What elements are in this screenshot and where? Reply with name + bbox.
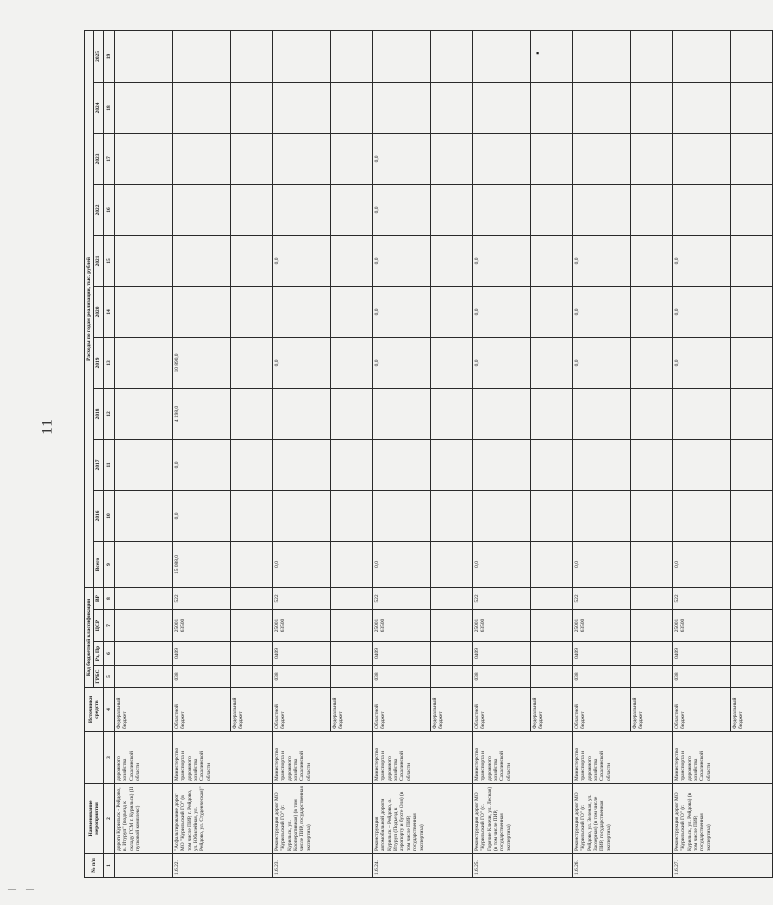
csr-code: 25001 63500 — [372, 610, 430, 642]
year-value: 0,0 — [372, 133, 430, 184]
executor: Министерство транспорта и дорожного хозяйства Сахалинской области — [472, 732, 572, 784]
year-value — [730, 286, 772, 337]
year-value: 0,0 — [372, 184, 430, 235]
year-value — [430, 337, 472, 388]
row-number: 1.6.26. — [572, 854, 672, 878]
vr-code — [114, 587, 172, 609]
year-value: 0,0 — [272, 337, 330, 388]
grbs-code: 038 — [572, 666, 630, 688]
vr-code: 522 — [572, 587, 630, 609]
year-value — [272, 82, 330, 133]
grbs-code — [114, 666, 172, 688]
header-year: 2020 — [94, 286, 103, 337]
header-total: Всего — [94, 541, 103, 587]
rzpr-code: 0409 — [172, 642, 230, 666]
year-value — [372, 30, 430, 82]
year-value — [630, 30, 672, 82]
year-value — [272, 286, 330, 337]
column-number: 5 — [103, 666, 114, 688]
year-value — [372, 490, 430, 541]
rzpr-code: 0409 — [572, 642, 630, 666]
funding-source: Федеральный бюджет — [114, 688, 172, 732]
executor: Министерство транспорта и дорожного хозяйства Сахалинской области — [172, 732, 272, 784]
rzpr-code — [430, 642, 472, 666]
column-number: 9 — [103, 541, 114, 587]
year-value: 0,0 — [472, 286, 530, 337]
row-number: 1.6.24. — [372, 854, 472, 878]
year-value — [372, 388, 430, 439]
column-number: 15 — [103, 235, 114, 286]
column-number: 1 — [103, 854, 114, 878]
grbs-code: 038 — [172, 666, 230, 688]
year-value — [114, 184, 172, 235]
total-value — [230, 541, 272, 587]
total-value: 0,0 — [272, 541, 330, 587]
year-value — [172, 235, 230, 286]
header-year: 2022 — [94, 184, 103, 235]
column-number: 7 — [103, 610, 114, 642]
year-value — [330, 337, 372, 388]
year-value — [114, 133, 172, 184]
year-value — [430, 184, 472, 235]
header-executor — [85, 732, 104, 784]
header-vr: ВР — [94, 587, 103, 609]
csr-code — [230, 610, 272, 642]
funding-source: Федеральный бюджет — [630, 688, 672, 732]
rzpr-code: 0409 — [472, 642, 530, 666]
funding-source: Федеральный бюджет — [730, 688, 772, 732]
year-value — [630, 235, 672, 286]
year-value — [230, 30, 272, 82]
year-value — [230, 184, 272, 235]
activity-name: дороги Курильск - Рейдово, в. Итуруп" (подъезд к складу ГСМ г. Курильск) (II пусковой комплекс) — [114, 784, 172, 854]
row-number: 1.6.22. — [172, 854, 272, 878]
year-value — [572, 133, 630, 184]
grbs-code: 038 — [272, 666, 330, 688]
year-value — [530, 184, 572, 235]
year-value: 10 890,0 — [172, 337, 230, 388]
year-value — [230, 490, 272, 541]
grbs-code — [430, 666, 472, 688]
csr-code — [114, 610, 172, 642]
year-value — [572, 82, 630, 133]
funding-source: Федеральный бюджет — [430, 688, 472, 732]
year-value — [430, 286, 472, 337]
header-year: 2021 — [94, 235, 103, 286]
csr-code — [330, 610, 372, 642]
year-value — [230, 133, 272, 184]
funding-source: Областной бюджет — [672, 688, 730, 732]
year-value — [530, 82, 572, 133]
table-row — [672, 30, 730, 877]
csr-code — [630, 610, 672, 642]
rzpr-code: 0409 — [672, 642, 730, 666]
year-value — [730, 30, 772, 82]
header-year: 2024 — [94, 82, 103, 133]
year-value: 0,0 — [172, 490, 230, 541]
year-value — [114, 235, 172, 286]
year-value — [330, 30, 372, 82]
header-budget-code: Код бюджетной классификации — [85, 587, 94, 687]
header-source: Источники средств — [85, 688, 104, 732]
grbs-code — [630, 666, 672, 688]
funding-source: Областной бюджет — [372, 688, 430, 732]
year-value: 0,0 — [672, 235, 730, 286]
header-no: № п/п — [85, 854, 104, 878]
vr-code — [330, 587, 372, 609]
year-value: 0,0 — [372, 337, 430, 388]
activity-name: Реконструкция дорог МО "Курильский ГО" (г. Курильск, ул. Рейдова) (в том числе ПИР, государственная экспертиза) — [672, 784, 772, 854]
year-value — [672, 388, 730, 439]
year-value — [672, 82, 730, 133]
year-value — [114, 388, 172, 439]
vr-code: 522 — [272, 587, 330, 609]
year-value — [172, 286, 230, 337]
year-value — [330, 286, 372, 337]
total-value — [630, 541, 672, 587]
column-number: 17 — [103, 133, 114, 184]
row-number — [114, 854, 172, 878]
year-value: 0,0 — [672, 337, 730, 388]
stray-mark: ▪ — [536, 48, 540, 58]
funding-source: Областной бюджет — [272, 688, 330, 732]
year-value — [630, 82, 672, 133]
year-value — [230, 439, 272, 490]
year-value — [630, 184, 672, 235]
year-value — [530, 337, 572, 388]
csr-code: 25001 63500 — [672, 610, 730, 642]
table-row — [114, 30, 172, 877]
total-value — [530, 541, 572, 587]
year-value — [430, 490, 472, 541]
year-value — [230, 388, 272, 439]
rzpr-code — [330, 642, 372, 666]
year-value: 0,0 — [572, 286, 630, 337]
funding-source: Областной бюджет — [472, 688, 530, 732]
header-grbs: ГРБС — [94, 666, 103, 688]
total-value: 0,0 — [672, 541, 730, 587]
year-value — [230, 235, 272, 286]
year-value — [530, 286, 572, 337]
grbs-code: 038 — [472, 666, 530, 688]
csr-code — [730, 610, 772, 642]
header-year: 2017 — [94, 439, 103, 490]
year-value — [114, 439, 172, 490]
executor: Министерство транспорта и дорожного хозяйства Сахалинской области — [272, 732, 372, 784]
total-value — [114, 541, 172, 587]
rzpr-code: 0409 — [372, 642, 430, 666]
csr-code: 25001 63500 — [272, 610, 330, 642]
year-value — [114, 490, 172, 541]
year-value — [172, 133, 230, 184]
header-year: 2018 — [94, 388, 103, 439]
header-year: 2019 — [94, 337, 103, 388]
executor: Министерство транспорта и дорожного хозяйства Сахалинской области — [572, 732, 672, 784]
year-value — [572, 30, 630, 82]
year-value — [472, 490, 530, 541]
csr-code: 25001 63500 — [472, 610, 530, 642]
column-number: 16 — [103, 184, 114, 235]
grbs-code — [330, 666, 372, 688]
activity-name: Реконструкция автомобильной дороги Курильск – Рейдово, о. Итуруп (Подъезд к аэропорту и бухте Оля) (в том числе ПИР, государственная экспертиза) — [372, 784, 472, 854]
year-value — [530, 388, 572, 439]
year-value — [330, 388, 372, 439]
year-value — [372, 439, 430, 490]
year-value — [272, 133, 330, 184]
rotated-table-container — [84, 30, 745, 878]
column-number: 19 — [103, 30, 114, 82]
column-number: 11 — [103, 439, 114, 490]
year-value — [472, 82, 530, 133]
table-row — [172, 30, 230, 877]
vr-code: 522 — [172, 587, 230, 609]
year-value — [630, 388, 672, 439]
year-value — [230, 286, 272, 337]
vr-code — [230, 587, 272, 609]
year-value — [172, 82, 230, 133]
rzpr-code — [114, 642, 172, 666]
total-value — [730, 541, 772, 587]
year-value — [672, 490, 730, 541]
total-value — [330, 541, 372, 587]
header-csr: ЦСР — [94, 610, 103, 642]
grbs-code — [530, 666, 572, 688]
year-value — [630, 286, 672, 337]
csr-code — [430, 610, 472, 642]
grbs-code — [730, 666, 772, 688]
year-value — [730, 337, 772, 388]
year-value — [430, 133, 472, 184]
funding-source: Федеральный бюджет — [530, 688, 572, 732]
year-value — [430, 82, 472, 133]
year-value — [430, 235, 472, 286]
funding-source: Областной бюджет — [172, 688, 230, 732]
year-value — [472, 439, 530, 490]
activity-name: Реконструкция дорог МО "Курильский ГО" (г. Курильск, ул. Кооперативная) (в том числе ПИР, государственная экспертиза) — [272, 784, 372, 854]
year-value — [630, 337, 672, 388]
funding-source: Федеральный бюджет — [230, 688, 272, 732]
total-value: 0,0 — [472, 541, 530, 587]
row-number: 1.6.23. — [272, 854, 372, 878]
year-value — [372, 82, 430, 133]
funding-source: Областной бюджет — [572, 688, 630, 732]
year-value: 0,0 — [272, 235, 330, 286]
year-value: 0,0 — [172, 439, 230, 490]
year-value — [630, 490, 672, 541]
header-year: 2025 — [94, 30, 103, 82]
year-value: 0,0 — [372, 235, 430, 286]
grbs-code: 038 — [372, 666, 430, 688]
page-number: 11 — [39, 418, 56, 435]
year-value — [630, 133, 672, 184]
header-rzpr: Рз, Пр — [94, 642, 103, 666]
vr-code — [430, 587, 472, 609]
column-number: 3 — [103, 732, 114, 784]
column-number: 6 — [103, 642, 114, 666]
year-value — [472, 388, 530, 439]
year-value — [530, 133, 572, 184]
year-value: 0,0 — [472, 337, 530, 388]
year-value: 0,0 — [572, 235, 630, 286]
column-number: 18 — [103, 82, 114, 133]
year-value — [230, 82, 272, 133]
year-value — [530, 439, 572, 490]
executor: Министерство транспорта и дорожного хозяйства Сахалинской области — [672, 732, 772, 784]
year-value — [530, 30, 572, 82]
year-value — [272, 388, 330, 439]
year-value: 0,0 — [672, 286, 730, 337]
year-value — [330, 439, 372, 490]
year-value: 0,0 — [472, 235, 530, 286]
executor: дорожного хозяйства Сахалинской области — [114, 732, 172, 784]
vr-code: 522 — [672, 587, 730, 609]
column-number: 2 — [103, 784, 114, 854]
row-number: 1.6.27. — [672, 854, 772, 878]
year-value — [730, 490, 772, 541]
year-value — [330, 490, 372, 541]
header-year: 2016 — [94, 490, 103, 541]
budget-table — [84, 30, 773, 878]
table-row — [472, 30, 530, 877]
year-value — [272, 490, 330, 541]
year-value — [472, 184, 530, 235]
year-value — [572, 184, 630, 235]
year-value — [730, 82, 772, 133]
year-value — [330, 184, 372, 235]
year-value — [472, 133, 530, 184]
year-value — [330, 133, 372, 184]
year-value — [730, 235, 772, 286]
csr-code — [530, 610, 572, 642]
rzpr-code — [730, 642, 772, 666]
vr-code — [630, 587, 672, 609]
year-value — [172, 184, 230, 235]
year-value — [330, 235, 372, 286]
column-number: 4 — [103, 688, 114, 732]
year-value — [572, 439, 630, 490]
activity-name: "Асфальтирование дорог МО "Курильский ГО" (в том числе ПИР, г. Рейдово, ул. Юбилейная, ул. Рейдово, ул. Студенческая)" — [172, 784, 272, 854]
year-value: 0,0 — [372, 286, 430, 337]
csr-code: 25001 63500 — [172, 610, 230, 642]
scan-edge-marks: — — — [8, 884, 38, 893]
rzpr-code — [630, 642, 672, 666]
year-value — [114, 286, 172, 337]
total-value: 0,0 — [372, 541, 430, 587]
year-value — [730, 439, 772, 490]
header-expenses: Расходы по годам реализации, тыс. рублей — [85, 30, 94, 587]
rzpr-code — [530, 642, 572, 666]
year-value — [330, 82, 372, 133]
year-value — [430, 388, 472, 439]
year-value — [272, 439, 330, 490]
column-number: 8 — [103, 587, 114, 609]
year-value — [672, 184, 730, 235]
year-value — [114, 30, 172, 82]
year-value: 4 198,0 — [172, 388, 230, 439]
year-value — [672, 30, 730, 82]
column-number: 13 — [103, 337, 114, 388]
total-value: 0,0 — [572, 541, 630, 587]
activity-name: Реконструкция дорог МО "Курильский ГО" (с. Горячие Ключи, ул. Лесная) (в том числе ПИР, государственная экспертиза) — [472, 784, 572, 854]
vr-code — [730, 587, 772, 609]
year-value — [430, 30, 472, 82]
year-value — [430, 439, 472, 490]
grbs-code: 038 — [672, 666, 730, 688]
total-value — [430, 541, 472, 587]
rzpr-code — [230, 642, 272, 666]
year-value — [230, 337, 272, 388]
year-value — [172, 30, 230, 82]
table-row — [372, 30, 430, 877]
year-value — [572, 490, 630, 541]
year-value — [272, 30, 330, 82]
year-value: 0,0 — [572, 337, 630, 388]
year-value — [472, 30, 530, 82]
column-number: 14 — [103, 286, 114, 337]
year-value — [730, 133, 772, 184]
year-value — [730, 388, 772, 439]
year-value — [272, 184, 330, 235]
executor: Министерство транспорта и дорожного хозяйства Сахалинской области — [372, 732, 472, 784]
column-number: 12 — [103, 388, 114, 439]
table-row — [572, 30, 630, 877]
year-value — [530, 235, 572, 286]
year-value — [114, 337, 172, 388]
year-value — [672, 133, 730, 184]
year-value — [114, 82, 172, 133]
table-row — [272, 30, 330, 877]
csr-code: 25001 63500 — [572, 610, 630, 642]
header-year: 2023 — [94, 133, 103, 184]
column-number: 10 — [103, 490, 114, 541]
rzpr-code: 0409 — [272, 642, 330, 666]
year-value — [530, 490, 572, 541]
activity-name: Реконструкция дорог МО "Курильский ГО" (г. Рейдово, ул. Зеленая, ул. Заозерная) (в том числе ПИР, государственная экспертиза) — [572, 784, 672, 854]
grbs-code — [230, 666, 272, 688]
year-value — [672, 439, 730, 490]
vr-code: 522 — [472, 587, 530, 609]
vr-code: 522 — [372, 587, 430, 609]
year-value — [572, 388, 630, 439]
year-value — [630, 439, 672, 490]
funding-source: Федеральный бюджет — [330, 688, 372, 732]
vr-code — [530, 587, 572, 609]
year-value — [730, 184, 772, 235]
header-name: Наименование мероприятия — [85, 784, 104, 854]
total-value: 15 088,0 — [172, 541, 230, 587]
row-number: 1.6.25. — [472, 854, 572, 878]
